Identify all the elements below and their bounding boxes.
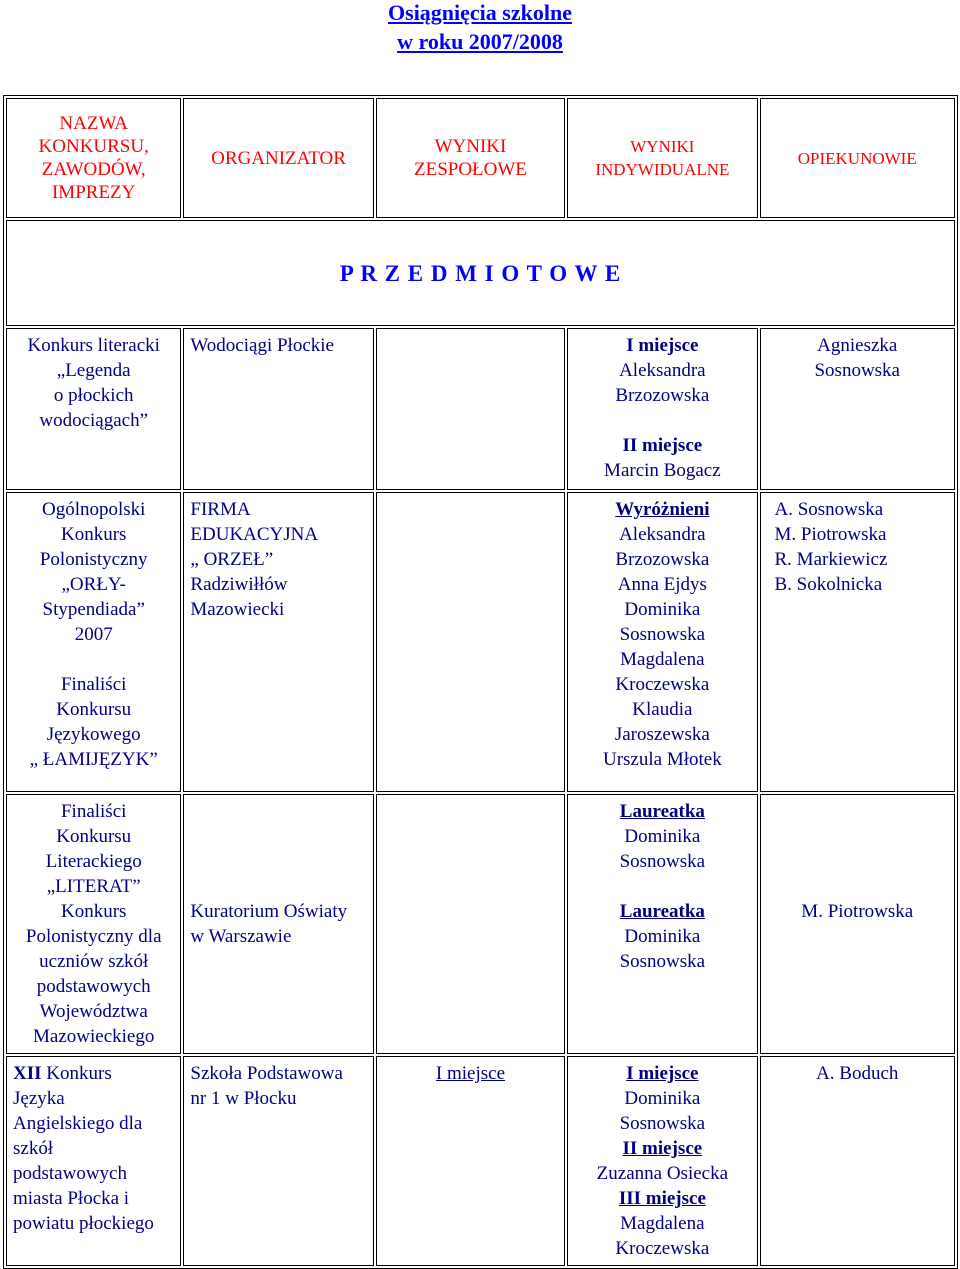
header-individual-results — [567, 98, 757, 218]
name-line: szkół — [13, 1138, 54, 1159]
student-name: Sosnowska — [619, 851, 706, 872]
organizer — [183, 492, 373, 792]
name-line: Finaliści — [60, 801, 127, 822]
student-name: Kroczewska — [615, 674, 710, 695]
name-line: „LITERAT” — [46, 876, 141, 897]
student-name: Brzozowska — [615, 549, 710, 570]
guardian-name: A. Sosnowska — [774, 499, 884, 520]
student-name: Aleksandra — [619, 524, 706, 545]
organizer-line: Szkoła Podstawowa — [190, 1063, 343, 1084]
name-line: podstawowych — [13, 1163, 127, 1184]
table-row — [6, 1056, 955, 1266]
student-name: Urszula Młotek — [602, 749, 722, 770]
page-title: Osiągnięcia szkolne — [388, 0, 572, 25]
name-line: Konkurs — [60, 901, 127, 922]
name-line: „ ŁAMIJĘZYK” — [29, 749, 158, 770]
name-line: Polonistyczny dla — [25, 926, 162, 947]
header-guardians: OPIEKUNOWIE — [760, 98, 956, 218]
achievements-table — [3, 95, 958, 1269]
individual-results — [567, 794, 757, 1054]
team-results — [376, 492, 565, 792]
spacer — [190, 849, 366, 874]
organizer-line: Mazowiecki — [190, 599, 285, 620]
header-name-line: NAZWA — [59, 113, 128, 134]
spacer — [767, 874, 949, 899]
organizer — [183, 794, 373, 1054]
competition-name — [6, 1056, 181, 1266]
organizer-line: FIRMA — [190, 499, 251, 520]
competition-name — [6, 794, 181, 1054]
name-line: wodociągach” — [39, 410, 149, 431]
award-label: Laureatka — [619, 901, 705, 922]
name-line: Angielskiego dla — [13, 1113, 143, 1134]
student-name: Magdalena — [620, 649, 705, 670]
competition-name — [6, 492, 181, 792]
spacer — [190, 874, 366, 899]
guardians — [760, 794, 956, 1054]
student-name: Dominika — [624, 599, 701, 620]
student-name: Sosnowska — [619, 624, 706, 645]
organizer-line: nr 1 w Płocku — [190, 1088, 297, 1109]
spacer — [574, 408, 750, 433]
student-name: Dominika — [624, 826, 701, 847]
page-subtitle: w roku 2007/2008 — [397, 29, 563, 54]
guardian-name: M. Piotrowska — [774, 524, 887, 545]
name-line: Literackiego — [45, 851, 142, 872]
name-line — [13, 1061, 174, 1086]
organizer-line: Radziwiłłów — [190, 574, 288, 595]
organizer-line: „ ORZEŁ” — [190, 549, 274, 570]
award-label: I miejsce — [626, 335, 699, 356]
name-line: o płockich — [53, 385, 134, 406]
header-individual-line: WYNIKI — [630, 137, 695, 156]
guardian-name: M. Piotrowska — [801, 901, 914, 922]
student-name: Dominika — [624, 1088, 701, 1109]
name-line: Konkurs — [60, 524, 127, 545]
student-name: Magdalena — [620, 1213, 705, 1234]
award-label: Wyróżnieni — [615, 499, 710, 520]
spacer — [190, 799, 366, 824]
name-line: Języka — [13, 1088, 65, 1109]
name-line: Językowego — [46, 724, 141, 745]
guardian-name: R. Markiewicz — [774, 549, 888, 570]
section-title: P R Z E D M I O T O W E — [6, 220, 955, 326]
organizer-line: Wodociągi Płockie — [190, 335, 334, 356]
student-name: Klaudia — [632, 699, 693, 720]
spacer — [574, 874, 750, 899]
header-name-line: ZAWODÓW, — [41, 159, 146, 180]
individual-results — [567, 328, 757, 490]
header-name-line: KONKURSU, — [38, 136, 149, 157]
team-results — [376, 1056, 565, 1266]
name-line: „ORŁY- — [61, 574, 126, 595]
name-line: Finaliści — [60, 674, 127, 695]
name-line: Konkursu — [56, 826, 132, 847]
student-name: Sosnowska — [619, 1113, 706, 1134]
header-individual-line: INDYWIDUALNE — [595, 160, 730, 179]
header-organizer: ORGANIZATOR — [183, 98, 373, 218]
organizer — [183, 328, 373, 490]
student-name: Anna Ejdys — [617, 574, 707, 595]
name-line: Konkurs literacki — [27, 335, 160, 356]
header-team-line: ZESPOŁOWE — [413, 159, 527, 180]
student-name: Marcin Bogacz — [604, 460, 721, 481]
name-line: Konkursu — [56, 699, 132, 720]
award-label: Laureatka — [619, 801, 705, 822]
name-line: Polonistyczny — [39, 549, 148, 570]
spacer — [190, 824, 366, 849]
name-line: powiatu płockiego — [13, 1213, 154, 1234]
spacer — [767, 799, 949, 824]
student-name: Zuzanna Osiecka — [596, 1163, 729, 1184]
guardian-name: B. Sokolnicka — [774, 574, 883, 595]
student-name: Brzozowska — [615, 385, 710, 406]
organizer-line: Kuratorium Oświaty — [190, 901, 348, 922]
table-row — [6, 794, 955, 1054]
guardians — [760, 328, 956, 490]
name-line: Województwa — [39, 1001, 148, 1022]
header-name-line: IMPREZY — [51, 182, 136, 203]
guardian-name: Agnieszka — [817, 335, 898, 356]
guardians — [760, 492, 956, 792]
table-row — [6, 328, 955, 490]
student-name: Jaroszewska — [614, 724, 710, 745]
award-label: I miejsce — [626, 1063, 699, 1084]
section-row — [6, 220, 955, 326]
spacer — [13, 647, 174, 672]
name-line: Stypendiada” — [42, 599, 145, 620]
team-award-label: I miejsce — [435, 1063, 506, 1084]
guardians — [760, 1056, 956, 1266]
name-line: Ogólnopolski — [41, 499, 146, 520]
award-label: II miejsce — [622, 1138, 703, 1159]
organizer — [183, 1056, 373, 1266]
organizer-line: EDUKACYJNA — [190, 524, 319, 545]
name-line: Mazowieckiego — [33, 1026, 155, 1047]
organizer-line: w Warszawie — [190, 926, 292, 947]
student-name: Dominika — [624, 926, 701, 947]
guardian-name: A. Boduch — [816, 1063, 899, 1084]
spacer — [767, 849, 949, 874]
team-results — [376, 328, 565, 490]
header-team-line: WYNIKI — [434, 136, 507, 157]
header-team-results — [376, 98, 565, 218]
guardian-name: Sosnowska — [814, 360, 900, 381]
student-name: Sosnowska — [619, 951, 706, 972]
team-results — [376, 794, 565, 1054]
award-label: III miejsce — [618, 1188, 706, 1209]
award-label: II miejsce — [622, 435, 703, 456]
name-line-rest: Konkurs — [41, 1063, 112, 1084]
header-row — [6, 98, 955, 218]
name-line: miasta Płocka i — [13, 1188, 130, 1209]
name-line: 2007 — [74, 624, 113, 645]
name-bold-prefix: XII — [13, 1063, 42, 1084]
header-name — [6, 98, 181, 218]
name-line: podstawowych — [36, 976, 151, 997]
individual-results — [567, 1056, 757, 1266]
student-name: Kroczewska — [615, 1238, 710, 1259]
spacer — [767, 824, 949, 849]
name-line: „Legenda — [56, 360, 131, 381]
student-name: Aleksandra — [619, 360, 706, 381]
individual-results — [567, 492, 757, 792]
name-line: uczniów szkół — [39, 951, 149, 972]
table-row — [6, 492, 955, 792]
competition-name — [6, 328, 181, 490]
